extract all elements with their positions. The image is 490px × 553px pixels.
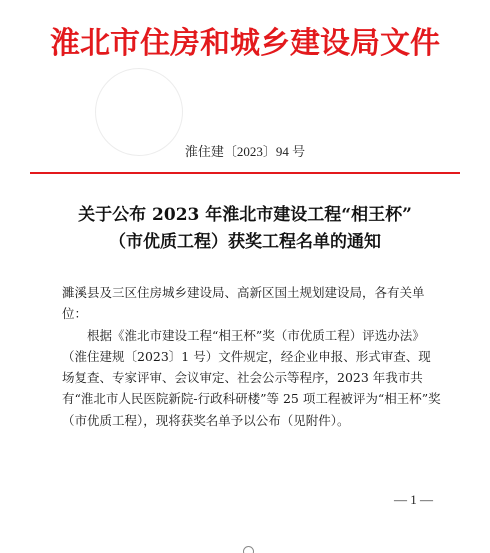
body-paragraph: 根据《淮北市建设工程“相王杯”奖（市优质工程）评选办法》（淮住建规〔2023〕1 号）文件规定，经企业申报、形式审查、现场复查、专家评审、会议审定、社会公示等程序，2023 年我市共有“淮北市人民医院新院-行政科研楼”等 25 项工程被评为“相王杯”奖（市优质工程），现将获奖名单予以公布（见附件）。 (62, 327, 441, 428)
notice-body (62, 282, 442, 431)
page-number: — 1 — (394, 492, 433, 507)
scan-hole-mark (243, 546, 254, 553)
document-header-title: 淮北市住房和城乡建设局文件 (50, 26, 440, 61)
notice-title-line-1: 关于公布 2023 年淮北市建设工程“相王杯” (78, 205, 412, 225)
notice-title (30, 202, 460, 256)
notice-title-line-2: （市优质工程）获奖工程名单的通知 (109, 232, 381, 252)
header-red-rule (30, 172, 460, 174)
addressee-line: 濉溪县及三区住房城乡建设局、高新区国土规划建设局，各有关单位： (62, 285, 425, 322)
document-number: 淮住建〔2023〕94 号 (184, 144, 306, 159)
